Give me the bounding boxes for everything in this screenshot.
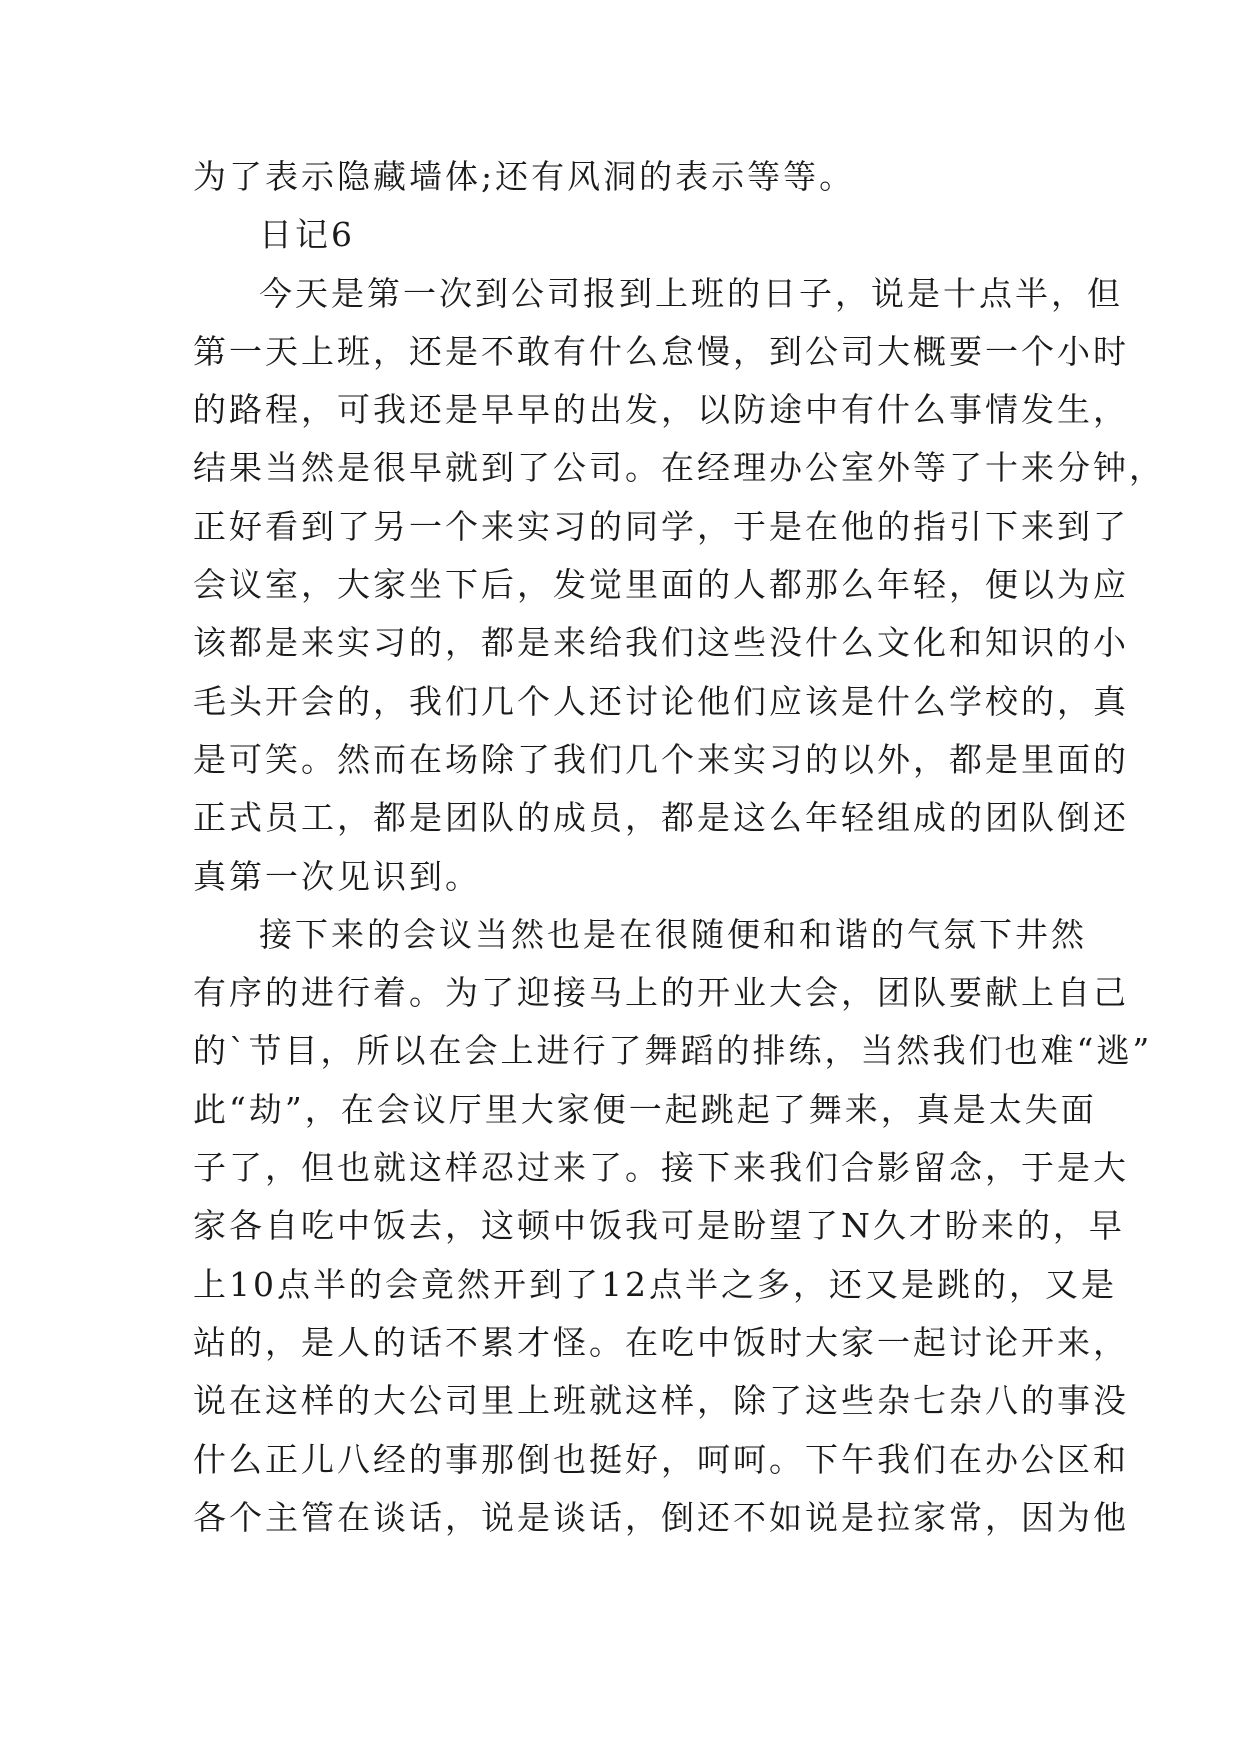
text-line: 什么正儿八经的事那倒也挺好，呵呵。下午我们在办公区和 <box>193 1439 1129 1479</box>
text-line: 会议室，大家坐下后，发觉里面的人都那么年轻，便以为应 <box>193 565 1129 605</box>
text-line: 说在这样的大公司里上班就这样，除了这些杂七杂八的事没 <box>193 1381 1129 1421</box>
text-line: 该都是来实习的，都是来给我们这些没什么文化和知识的小 <box>193 623 1129 663</box>
text-line: 的`节目，所以在会上进行了舞蹈的排练，当然我们也难“逃” <box>193 1031 1153 1071</box>
text-line: 此“劫”，在会议厅里大家便一起跳起了舞来，真是太失面 <box>193 1089 1097 1129</box>
text-line: 上10点半的会竟然开到了12点半之多，还又是跳的，又是 <box>193 1264 1117 1304</box>
text-line: 今天是第一次到公司报到上班的日子，说是十点半，但 <box>259 273 1123 313</box>
text-line: 结果当然是很早就到了公司。在经理办公室外等了十来分钟， <box>193 448 1165 488</box>
text-line: 子了，但也就这样忍过来了。接下来我们合影留念，于是大 <box>193 1148 1129 1188</box>
text-line: 各个主管在谈话，说是谈话，倒还不如说是拉家常，因为他 <box>193 1497 1129 1537</box>
text-line: 为了表示隐藏墙体;还有风洞的表示等等。 <box>193 157 856 196</box>
text-line: 接下来的会议当然也是在很随便和和谐的气氛下井然 <box>259 914 1087 954</box>
text-line: 第一天上班，还是不敢有什么怠慢，到公司大概要一个小时 <box>193 331 1129 371</box>
text-line: 毛头开会的，我们几个人还讨论他们应该是什么学校的，真 <box>193 681 1129 721</box>
text-line: 家各自吃中饭去，这顿中饭我可是盼望了N久才盼来的，早 <box>193 1206 1125 1246</box>
document-body <box>193 148 1165 1547</box>
text-line: 站的，是人的话不累才怪。在吃中饭时大家一起讨论开来， <box>193 1322 1129 1362</box>
text-line: 有序的进行着。为了迎接马上的开业大会，团队要献上自己 <box>193 973 1129 1013</box>
text-line: 真第一次见识到。 <box>193 856 481 896</box>
text-line: 是可笑。然而在场除了我们几个来实习的以外，都是里面的 <box>193 739 1129 779</box>
text-line: 正式员工，都是团队的成员，都是这么年轻组成的团队倒还 <box>193 798 1129 838</box>
text-line: 正好看到了另一个来实习的同学，于是在他的指引下来到了 <box>193 506 1129 546</box>
text-line: 的路程，可我还是早早的出发，以防途中有什么事情发生， <box>193 390 1129 430</box>
text-line: 日记6 <box>259 215 355 255</box>
